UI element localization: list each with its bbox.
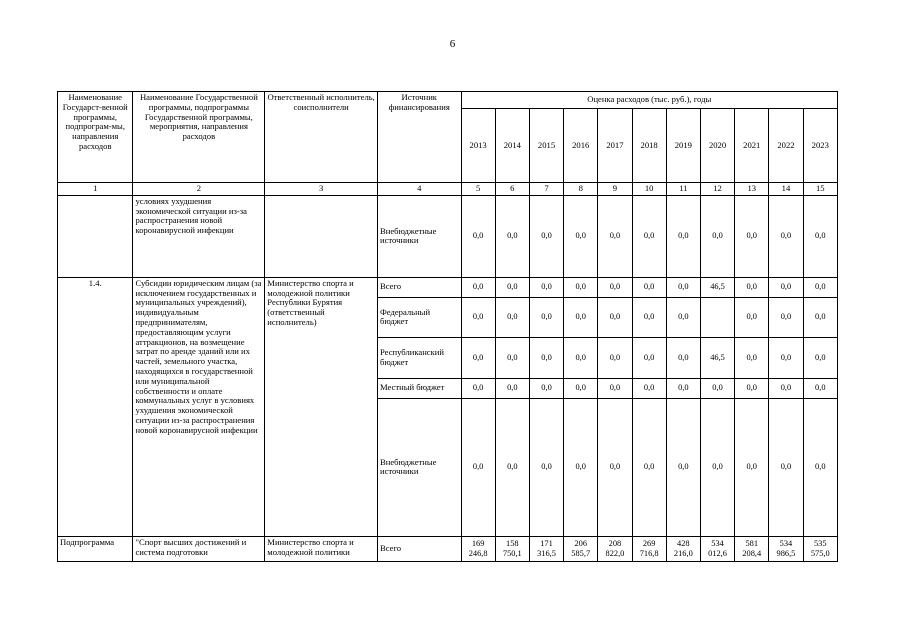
page-number: 6	[449, 38, 456, 50]
table-row	[58, 536, 838, 561]
value-cell: 0,0	[564, 297, 598, 337]
col-number: 11	[666, 183, 700, 196]
year-cell: 2023	[803, 109, 837, 183]
value-cell: 0,0	[735, 195, 769, 277]
value-cell: 0,0	[529, 277, 563, 297]
year-cell: 2021	[735, 109, 769, 183]
col-number: 5	[461, 183, 495, 196]
value-cell: 0,0	[632, 398, 666, 536]
value-cell	[700, 536, 734, 561]
value-cell: 0,0	[632, 277, 666, 297]
value-cell	[461, 536, 495, 561]
value-top: 428	[677, 539, 690, 548]
col-number: 7	[529, 183, 563, 196]
expenditure-table	[57, 91, 838, 562]
value-cell: 0,0	[461, 277, 495, 297]
funding-source: Всего	[378, 536, 462, 561]
value-cell: 0,0	[598, 195, 632, 277]
funding-source: Всего	[378, 277, 462, 297]
year-cell: 2022	[769, 109, 803, 183]
value-cell: 0,0	[495, 378, 529, 398]
value-cell: 0,0	[598, 337, 632, 378]
year-cell: 2019	[666, 109, 700, 183]
value-cell: 0,0	[598, 297, 632, 337]
value-cell: 0,0	[632, 297, 666, 337]
value-bottom: 216,0	[673, 548, 693, 558]
header-col4: Источник финансирования	[378, 92, 462, 183]
measure-number: 1.4.	[58, 277, 133, 536]
value-cell: 0,0	[632, 337, 666, 378]
value-bottom: 208,4	[742, 548, 762, 558]
value-cell: 0,0	[700, 378, 734, 398]
value-cell: 0,0	[769, 195, 803, 277]
value-cell: 0,0	[666, 195, 700, 277]
value-top: 535	[813, 539, 827, 548]
table-row	[58, 195, 838, 277]
measure-description: условиях ухудшения экономической ситуации из-за распространения новой коронавирусной инфекции	[133, 195, 265, 277]
value-cell: 0,0	[495, 337, 529, 378]
cell-empty	[58, 195, 133, 277]
year-cell: 2018	[632, 109, 666, 183]
value-cell: 0,0	[666, 398, 700, 536]
value-bottom: 986,5	[776, 548, 796, 558]
value-cell: 0,0	[803, 378, 837, 398]
value-cell: 0,0	[769, 277, 803, 297]
value-cell	[564, 536, 598, 561]
value-cell	[495, 536, 529, 561]
col-number: 4	[378, 183, 462, 196]
value-cell: 0,0	[598, 398, 632, 536]
header-row	[58, 92, 838, 109]
value-cell: 0,0	[564, 277, 598, 297]
value-cell	[700, 297, 734, 337]
value-cell: 0,0	[666, 277, 700, 297]
col-number: 2	[133, 183, 265, 196]
value-cell: 0,0	[529, 337, 563, 378]
col-number: 15	[803, 183, 837, 196]
value-bottom: 822,0	[605, 548, 625, 558]
value-cell: 0,0	[564, 378, 598, 398]
value-cell: 0,0	[666, 337, 700, 378]
value-top: 171	[540, 539, 553, 548]
value-bottom: 246,8	[468, 548, 488, 558]
value-cell: 0,0	[769, 297, 803, 337]
col-number: 9	[598, 183, 632, 196]
value-cell: 0,0	[461, 297, 495, 337]
value-cell	[666, 536, 700, 561]
value-cell: 46,5	[700, 277, 734, 297]
value-cell: 0,0	[495, 277, 529, 297]
year-cell: 2013	[461, 109, 495, 183]
header-col3: Ответственный исполнитель, соисполнители	[265, 92, 378, 183]
funding-source: Республиканский бюджет	[378, 337, 462, 378]
value-cell: 0,0	[769, 337, 803, 378]
value-cell: 0,0	[461, 378, 495, 398]
value-cell	[632, 536, 666, 561]
value-cell: 0,0	[564, 398, 598, 536]
value-top: 208	[608, 539, 622, 548]
value-bottom: 012,6	[708, 548, 727, 558]
value-bottom: 585,7	[571, 548, 591, 558]
value-top: 534	[779, 539, 793, 548]
value-cell: 0,0	[803, 398, 837, 536]
value-bottom: 575,0	[810, 548, 830, 558]
value-bottom: 750,1	[502, 548, 522, 558]
value-cell: 0,0	[666, 378, 700, 398]
col-number: 8	[564, 183, 598, 196]
value-cell	[735, 536, 769, 561]
year-cell: 2014	[495, 109, 529, 183]
value-cell: 0,0	[529, 297, 563, 337]
value-cell: 0,0	[495, 398, 529, 536]
funding-source: Федеральный бюджет	[378, 297, 462, 337]
cell-empty	[265, 195, 378, 277]
col-number: 6	[495, 183, 529, 196]
value-cell: 0,0	[700, 195, 734, 277]
value-cell: 0,0	[461, 195, 495, 277]
year-cell: 2017	[598, 109, 632, 183]
value-cell: 0,0	[803, 277, 837, 297]
funding-source: Внебюджетные источники	[378, 195, 462, 277]
value-cell: 0,0	[632, 378, 666, 398]
col-number: 14	[769, 183, 803, 196]
col-number: 12	[700, 183, 734, 196]
value-cell	[598, 536, 632, 561]
value-cell: 0,0	[735, 378, 769, 398]
value-cell: 0,0	[529, 398, 563, 536]
year-cell: 2016	[564, 109, 598, 183]
col-number: 13	[735, 183, 769, 196]
value-cell: 0,0	[735, 277, 769, 297]
table-row	[58, 277, 838, 297]
value-cell: 0,0	[735, 337, 769, 378]
subprogram-label: Подпрограмма	[58, 536, 133, 561]
value-cell: 0,0	[803, 337, 837, 378]
value-cell	[803, 536, 837, 561]
value-cell: 0,0	[700, 398, 734, 536]
year-cell: 2015	[529, 109, 563, 183]
value-cell: 0,0	[632, 195, 666, 277]
value-cell: 0,0	[803, 297, 837, 337]
responsible-executor: Министерство спорта и молодежной политики	[265, 536, 378, 561]
value-top: 581	[745, 539, 759, 548]
value-bottom: 716,8	[639, 548, 659, 558]
value-cell: 0,0	[564, 337, 598, 378]
value-cell: 0,0	[735, 297, 769, 337]
header-col1: Наименование Государст-венной программы, подпрограм-мы, направления расходов	[58, 92, 133, 183]
value-cell: 0,0	[735, 398, 769, 536]
col-number: 10	[632, 183, 666, 196]
column-number-row	[58, 183, 838, 196]
value-top: 158	[506, 539, 519, 548]
header-group: Оценка расходов (тыс. руб.), годы	[461, 92, 837, 109]
value-cell: 0,0	[598, 277, 632, 297]
value-cell	[769, 536, 803, 561]
value-cell: 0,0	[529, 195, 563, 277]
col-number: 3	[265, 183, 378, 196]
col-number: 1	[58, 183, 133, 196]
value-cell: 0,0	[769, 378, 803, 398]
measure-description: Субсидии юридическим лицам (за исключением государственных и муниципальных учреждений), индивидуальным предпринимателям, предоставляющим услуги аттракционов, на возмещение затрат по аренде зданий или их частей, земельного участка, находящихся в государственной или муниципальной собственности и оплате коммунальных услуг в условиях ухудшения экономической ситуации из-за распространения новой коронавирусной инфекции	[133, 277, 265, 536]
value-cell: 0,0	[495, 195, 529, 277]
funding-source: Внебюджетные источники	[378, 398, 462, 536]
year-cell: 2020	[700, 109, 734, 183]
value-cell: 0,0	[461, 337, 495, 378]
value-cell: 0,0	[666, 297, 700, 337]
value-top: 206	[574, 539, 587, 548]
value-cell: 0,0	[495, 297, 529, 337]
value-cell: 0,0	[803, 195, 837, 277]
value-cell: 0,0	[769, 398, 803, 536]
value-top: 169	[471, 539, 485, 548]
value-top: 534	[711, 539, 724, 548]
header-col2: Наименование Государственной программы, подпрограммы Государственной программы, мероприятия, направления расходов	[133, 92, 265, 183]
value-cell: 46,5	[700, 337, 734, 378]
subprogram-description: "Спорт высших достижений и система подготовки	[133, 536, 265, 561]
value-cell: 0,0	[598, 378, 632, 398]
value-cell: 0,0	[564, 195, 598, 277]
value-cell: 0,0	[529, 378, 563, 398]
value-cell: 0,0	[461, 398, 495, 536]
value-cell	[529, 536, 563, 561]
value-bottom: 316,5	[537, 548, 556, 558]
responsible-executor: Министерство спорта и молодежной политики Республики Бурятия (ответственный исполнитель)	[265, 277, 378, 536]
funding-source: Местный бюджет	[378, 378, 462, 398]
value-top: 269	[642, 539, 656, 548]
